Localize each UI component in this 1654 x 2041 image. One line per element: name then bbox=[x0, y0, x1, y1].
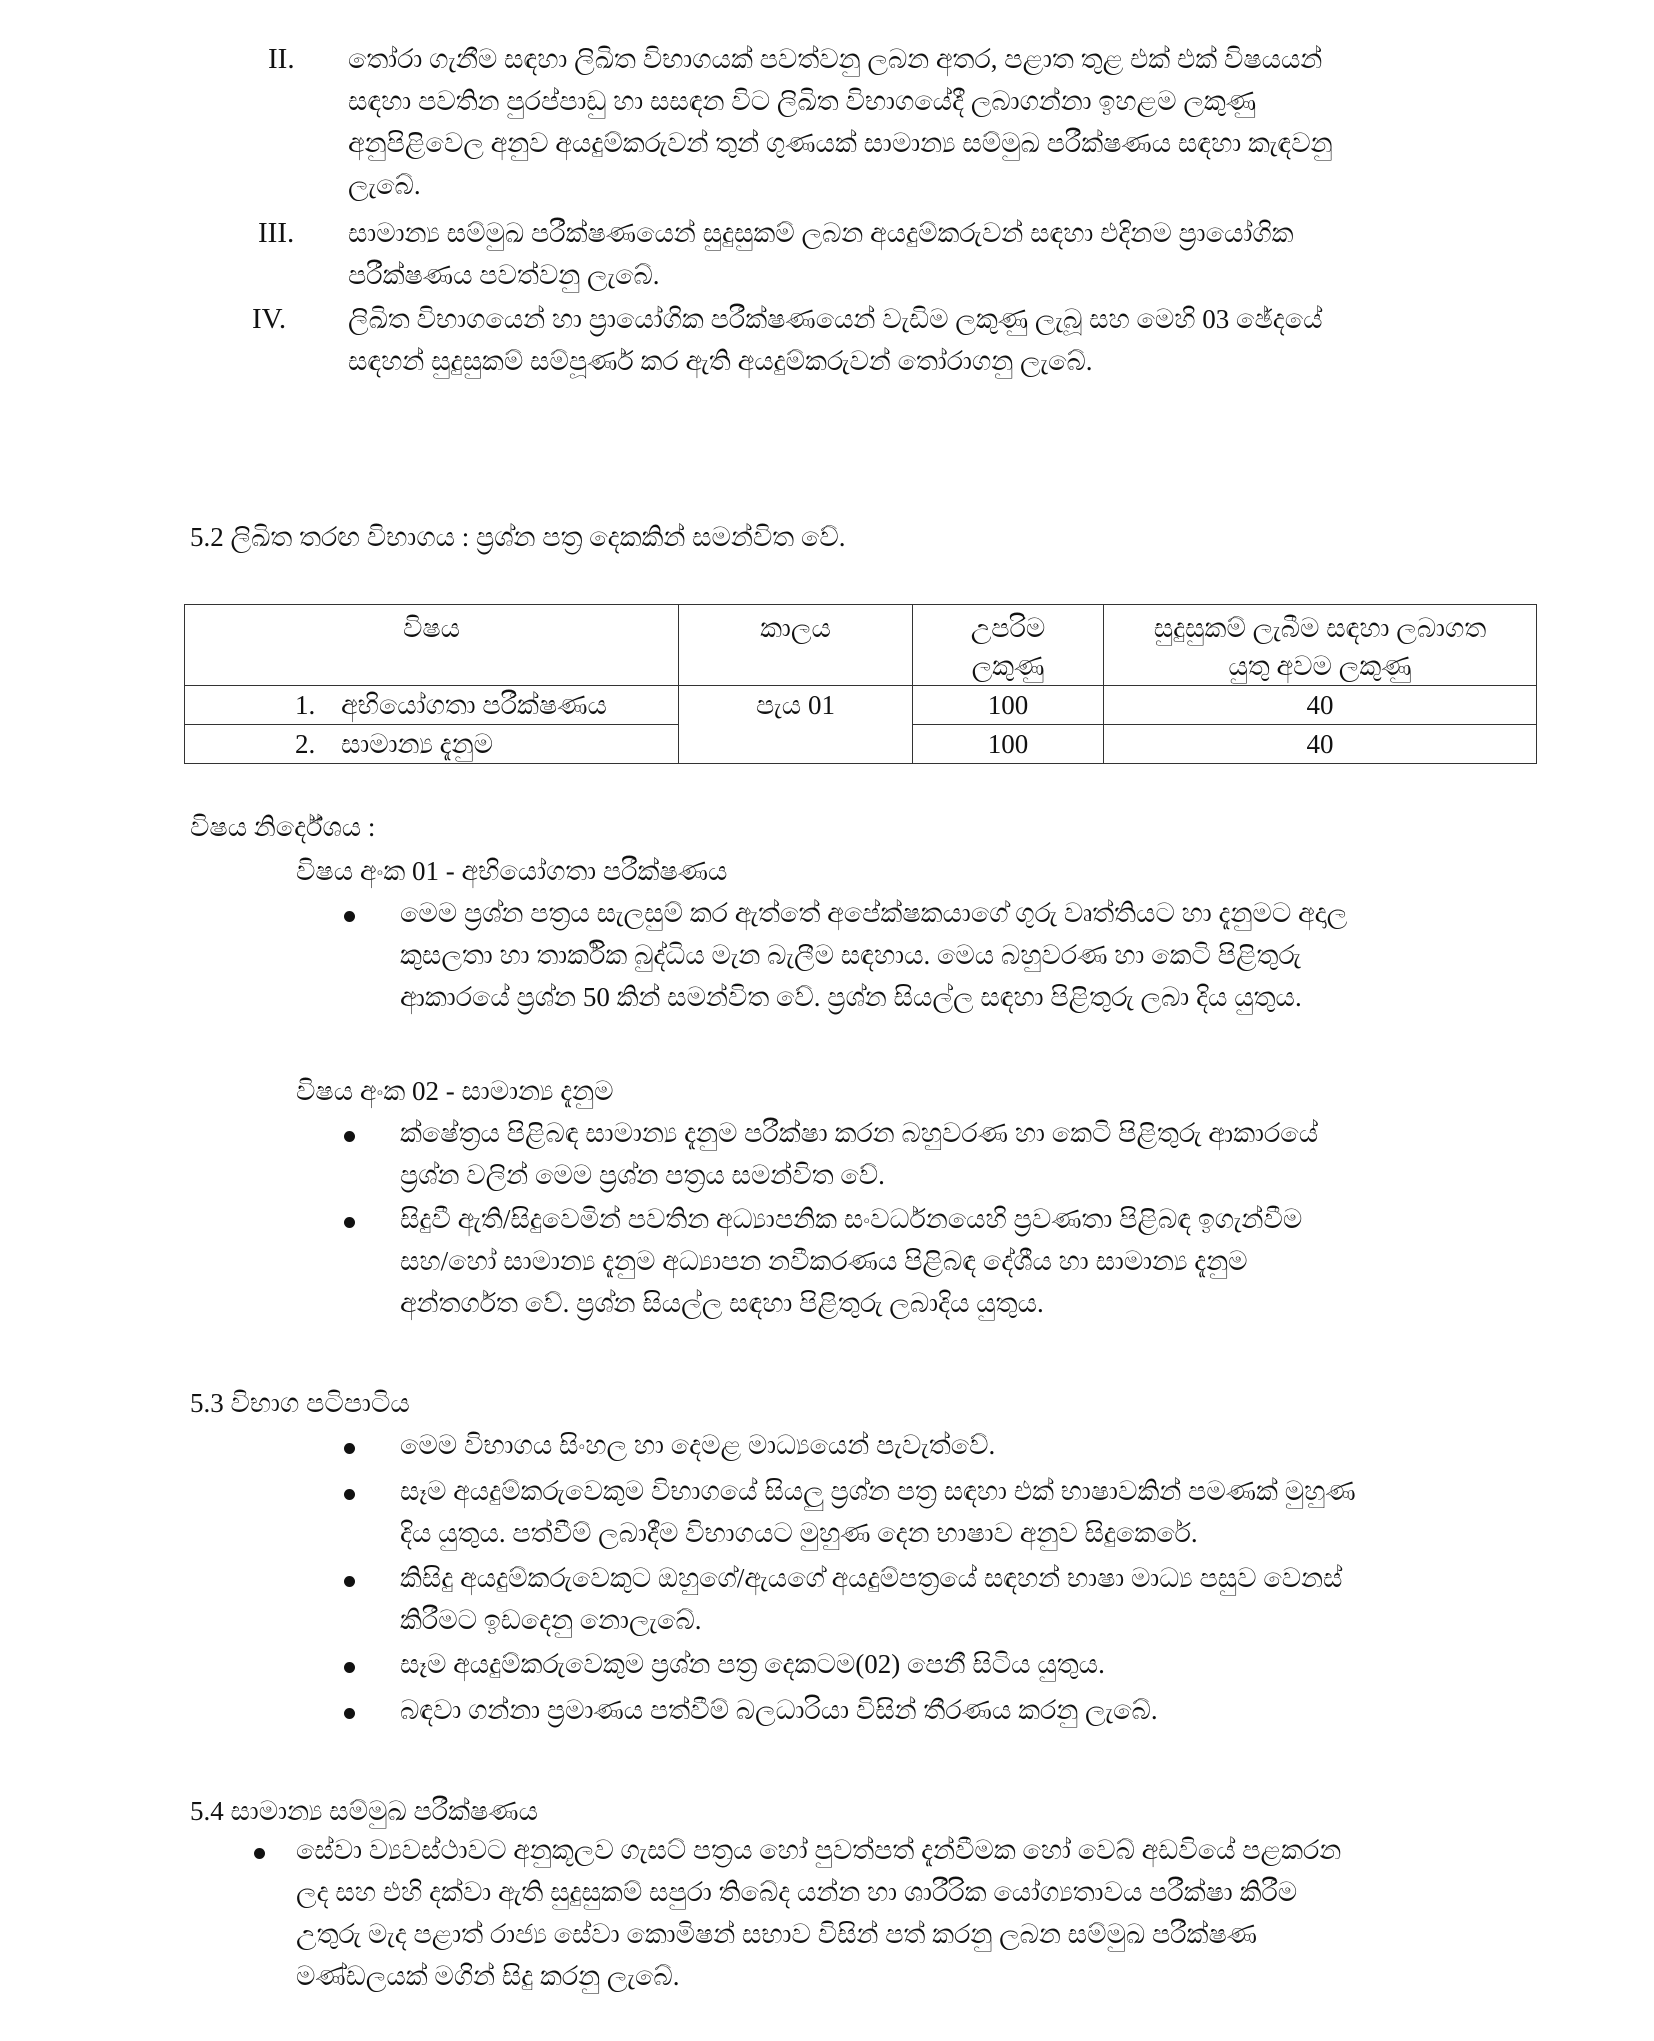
list-numeral: II. bbox=[268, 43, 295, 75]
header-subject: විෂය bbox=[185, 605, 679, 686]
row-number: 2. bbox=[295, 729, 316, 759]
cell-subject bbox=[185, 686, 679, 725]
subject1-title: විෂය අංක 01 - අභියෝගතා පරීක්ෂණය bbox=[296, 856, 728, 886]
header-duration: කාලය bbox=[679, 605, 913, 686]
bullet-icon bbox=[344, 1217, 355, 1228]
section-heading-5-4: 5.4 සාමාන්‍ය සම්මුඛ පරීක්ෂණය bbox=[190, 1796, 539, 1826]
text-line: ලැබේ. bbox=[348, 170, 421, 200]
bullet-icon bbox=[344, 1662, 355, 1673]
bullet-item bbox=[400, 1689, 1518, 1731]
text-line: ලිඛිත විභාගයෙන් හා ප්‍රායෝගික පරීක්ෂණයෙන් වැඩිම ලකුණු ලැබූ සහ මෙහි 03 ඡේදයේ bbox=[348, 304, 1323, 334]
text-line: කිරීමට ඉඩදෙනු නොලැබේ. bbox=[400, 1605, 702, 1635]
syllabus-heading: විෂය නිර්දේශය : bbox=[190, 812, 376, 842]
text-line: අන්තර්ගත වේ. ප්‍රශ්න සියල්ල සඳහා පිළිතුරු ලබාදිය යුතුය. bbox=[400, 1288, 1044, 1318]
cell-max-marks: 100 bbox=[913, 725, 1104, 764]
bullet-item bbox=[400, 1424, 1518, 1466]
text-line: සාමාන්‍ය සම්මුඛ පරීක්ෂණයෙන් සුදුසුකම් ලබන අයදුම්කරුවන් සඳහා එදිනම ප්‍රායෝගික bbox=[348, 218, 1294, 248]
bullet-item bbox=[400, 1643, 1518, 1685]
bullet-icon bbox=[344, 1576, 355, 1587]
header-line: සුදුසුකම් ලැබීම සඳහා ලබාගත bbox=[1153, 613, 1487, 643]
cell-min-marks: 40 bbox=[1104, 725, 1537, 764]
text-line: දිය යුතුය. පත්වීම් ලබාදීම විභාගයට මුහුණ දෙන භාෂාව අනුව සිදුකෙරේ. bbox=[400, 1518, 1198, 1548]
cell-min-marks: 40 bbox=[1104, 686, 1537, 725]
text-line: මණ්ඩලයක් මගින් සිදු කරනු ලැබේ. bbox=[296, 1961, 680, 1991]
text-line: සේවා ව්‍යවස්ථාවට අනුකූලව ගැසට් පත්‍රය හෝ පුවත්පත් දැන්වීමක හෝ වෙබ් අඩවියේ පළකරන bbox=[296, 1835, 1342, 1865]
row-number: 1. bbox=[295, 690, 316, 720]
bullet-item bbox=[400, 1470, 1518, 1554]
text-line: සිදුවී ඇති/සිදුවෙමින් පවතින අධ්‍යාපනික සංවර්ධනයෙහි ප්‍රවණතා පිළිබඳ ඉගැන්වීම bbox=[400, 1204, 1303, 1234]
text-line: සඳහා පවතින පුරප්පාඩු හා සසඳන විට ලිඛිත විභාගයේදී ලබාගන්නා ඉහළම ලකුණු bbox=[348, 86, 1257, 116]
text-line: සහ/හෝ සාමාන්‍ය දැනුම අධ්‍යාපන නවීකරණය පිළිබඳ දේශීය හා සාමාන්‍ය දැනුම bbox=[400, 1246, 1248, 1276]
list-item bbox=[348, 212, 1518, 296]
cell-subject bbox=[185, 725, 679, 764]
text-line: ලද සහ එහි දක්වා ඇති සුදුසුකම් සපුරා තිබේද යන්න හා ශාරීරික යෝග්‍යතාවය පරීක්ෂා කිරීම bbox=[296, 1877, 1298, 1907]
text-line: සඳහන් සුදුසුකම් සම්පූර්ණ කර ඇති අයදුම්කරුවන් තෝරාගනු ලැබේ. bbox=[348, 346, 1093, 376]
text-line: අනුපිළිවෙල අනුව අයදුම්කරුවන් තුන් ගුණයක් සාමාන්‍ය සම්මුඛ පරීක්ෂණය සඳහා කැඳවනු bbox=[348, 128, 1333, 158]
bullet-icon bbox=[344, 1708, 355, 1719]
text-line: පරීක්ෂණය පවත්වනු ලැබේ. bbox=[348, 260, 660, 290]
bullet-icon bbox=[344, 1443, 355, 1454]
list-numeral: III. bbox=[258, 217, 295, 249]
bullet-item bbox=[400, 1198, 1518, 1324]
text-line: ක්ෂේත්‍රය පිළිබඳ සාමාන්‍ය දැනුම පරීක්ෂා කරන බහුවරණ හා කෙටි පිළිතුරු ආකාරයේ bbox=[400, 1118, 1319, 1148]
bullet-icon bbox=[254, 1848, 265, 1859]
header-line: උපරිම bbox=[970, 613, 1046, 643]
header-line: යුතු අවම ලකුණු bbox=[1228, 651, 1412, 681]
header-max-marks bbox=[913, 605, 1104, 686]
subject-name: සාමාන්‍ය දැනුම bbox=[341, 729, 494, 759]
bullet-item bbox=[400, 1557, 1518, 1641]
cell-duration: පැය 01 bbox=[679, 686, 913, 764]
list-item bbox=[348, 298, 1518, 382]
section-heading-5-2: 5.2 ලිඛිත තරඟ විභාගය : ප්‍රශ්න පත්‍ර දෙකකින් සමන්විත වේ. bbox=[190, 522, 846, 552]
subject2-title: විෂය අංක 02 - සාමාන්‍ය දැනුම bbox=[296, 1076, 614, 1106]
bullet-icon bbox=[344, 1131, 355, 1142]
header-min-marks bbox=[1104, 605, 1537, 686]
text-line: ප්‍රශ්න වලින් මෙම ප්‍රශ්න පත්‍රය සමන්විත වේ. bbox=[400, 1160, 885, 1190]
bullet-item bbox=[400, 892, 1518, 1018]
bullet-icon bbox=[344, 1489, 355, 1500]
text-line: සෑම අයදුම්කරුවෙකුම විභාගයේ සියලු ප්‍රශ්න පත්‍ර සඳහා එක් භාෂාවකින් පමණක් මුහුණ bbox=[400, 1476, 1356, 1506]
subject-name: අභියෝගතා පරීක්ෂණය bbox=[341, 690, 607, 720]
section-heading-5-3: 5.3 විභාග පටිපාටිය bbox=[190, 1388, 410, 1418]
text-line: මෙම විභාගය සිංහල හා දෙමළ මාධ්‍යයෙන් පැවැත්වේ. bbox=[400, 1430, 996, 1460]
text-line: උතුරු මැද පළාත් රාජ්‍ය සේවා කොමිෂන් සභාව විසින් පත් කරනු ලබන සම්මුඛ පරීක්ෂණ bbox=[296, 1919, 1258, 1949]
cell-max-marks: 100 bbox=[913, 686, 1104, 725]
list-item bbox=[348, 38, 1518, 206]
exam-table bbox=[184, 604, 1537, 764]
text-line: මෙම ප්‍රශ්න පත්‍රය සැලසුම් කර ඇත්තේ අපේක්ෂකයාගේ ගුරු වෘත්තියට හා දැනුමට අදාල bbox=[400, 898, 1348, 928]
text-line: ආකාරයේ ප්‍රශ්න 50 කින් සමන්විත වේ. ප්‍රශ්න සියල්ල සඳහා පිළිතුරු ලබා දිය යුතුය. bbox=[400, 982, 1302, 1012]
text-line: බඳවා ගන්නා ප්‍රමාණය පත්වීම් බලධාරියා විසින් තීරණය කරනු ලැබේ. bbox=[400, 1695, 1158, 1725]
text-line: තෝරා ගැනීම සඳහා ලිඛිත විභාගයක් පවත්වනු ලබන අතර, පළාත තුළ එක් එක් විෂයයන් bbox=[348, 44, 1323, 74]
bullet-item bbox=[296, 1829, 1518, 1997]
text-line: කිසිදු අයදුම්කරුවෙකුට ඔහුගේ/ඇයගේ අයදුම්පත්‍රයේ සඳහන් භාෂා මාධ්‍ය පසුව වෙනස් bbox=[400, 1563, 1343, 1593]
header-line: ලකුණු bbox=[971, 651, 1045, 681]
text-line: සෑම අයදුම්කරුවෙකුම ප්‍රශ්න පත්‍ර දෙකටම(02) පෙනී සිටිය යුතුය. bbox=[400, 1649, 1105, 1679]
bullet-icon bbox=[344, 911, 355, 922]
table-header-row bbox=[185, 605, 1537, 686]
bullet-item bbox=[400, 1112, 1518, 1196]
list-numeral: IV. bbox=[252, 303, 287, 335]
table-row bbox=[185, 686, 1537, 725]
text-line: කුසලතා හා තාර්කික බුද්ධිය මැන බැලීම සඳහාය. මෙය බහුවරණ හා කෙටි පිළිතුරු bbox=[400, 940, 1302, 970]
